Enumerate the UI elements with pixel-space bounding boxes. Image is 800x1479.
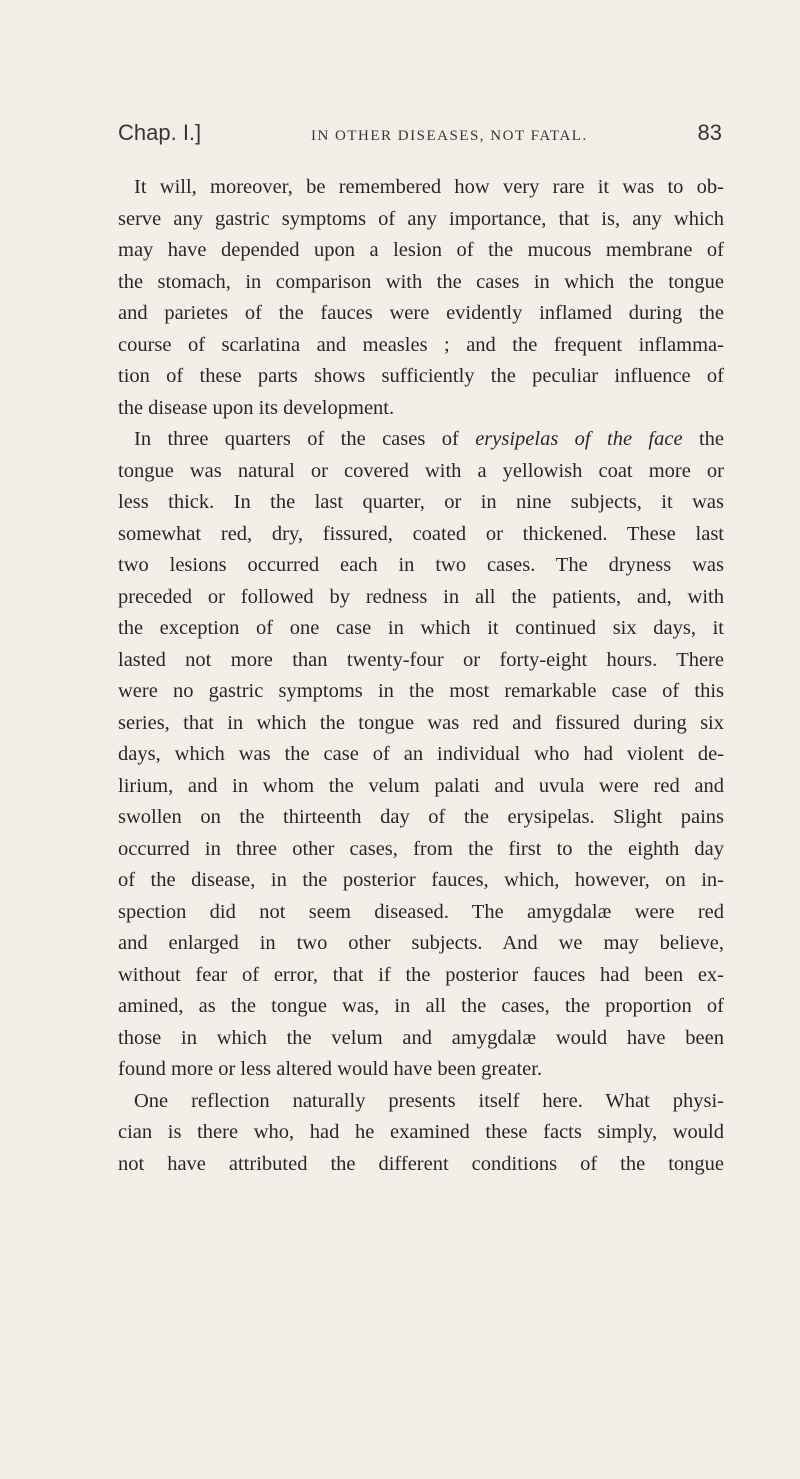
text-line: tion of these parts shows sufficiently the peculiar influence of — [118, 365, 724, 387]
text-line: series, that in which the tongue was red and fissured during six — [118, 711, 724, 734]
text-line: preceded or followed by redness in all the patients, and, with — [118, 585, 724, 608]
text-line: course of scarlatina and measles ; and the frequent inflamma- — [118, 333, 724, 356]
text-line: One reflection naturally presents itself here. What physi- — [134, 1089, 724, 1112]
text-line: amined, as the tongue was, in all the cases, the proportion of — [118, 995, 724, 1017]
chapter-label: Chap. I.] — [118, 120, 202, 145]
text-line: cian is there who, had he examined these facts simply, would — [118, 1121, 724, 1143]
text-line: two lesions occurred each in two cases. The dryness was — [118, 554, 724, 576]
text-line: not have attributed the different conditions of the tongue — [118, 1152, 724, 1175]
text-run: the — [698, 428, 725, 450]
text-line: were no gastric symptoms in the most remarkable case of this — [118, 680, 724, 702]
text-run: In three quarters of the cases of — [134, 428, 459, 450]
text-line: swollen on the thirteenth day of the erysipelas. Slight pains — [118, 806, 724, 828]
text-line: the disease upon its development. — [118, 396, 395, 419]
italic-term: erysipelas of the face — [475, 428, 683, 450]
text-line: spection did not seem diseased. The amygdalæ were red — [118, 900, 724, 923]
page-number: 83 — [697, 120, 722, 145]
text-line: those in which the velum and amygdalæ would have been — [118, 1026, 724, 1049]
text-line: It will, moreover, be remembered how very rare it was to ob- — [134, 176, 724, 198]
running-header — [118, 120, 722, 150]
body-text — [118, 172, 724, 1180]
text-line-with-italic — [118, 424, 724, 456]
text-line: and enlarged in two other subjects. And we may believe, — [118, 932, 724, 954]
text-line: may have depended upon a lesion of the mucous membrane of — [118, 239, 724, 261]
text-line: lirium, and in whom the velum palati and uvula were red and — [118, 774, 724, 797]
text-line: occurred in three other cases, from the first to the eighth day — [118, 837, 724, 860]
text-line: without fear of error, that if the posterior fauces had been ex- — [118, 963, 724, 986]
text-line: the stomach, in comparison with the cases in which the tongue — [118, 270, 724, 293]
text-line: days, which was the case of an individual who had violent de- — [118, 743, 724, 765]
text-line: tongue was natural or covered with a yellowish coat more or — [118, 459, 724, 482]
text-line: of the disease, in the posterior fauces, which, however, on in- — [118, 869, 724, 891]
text-line: lasted not more than twenty-four or forty-eight hours. There — [118, 648, 724, 671]
text-line: serve any gastric symptoms of any importance, that is, any which — [118, 207, 724, 230]
text-line: somewhat red, dry, fissured, coated or thickened. These last — [118, 522, 724, 545]
text-line: the exception of one case in which it continued six days, it — [118, 617, 724, 639]
running-title: IN OTHER DISEASES, NOT FATAL. — [310, 128, 588, 144]
text-line: less thick. In the last quarter, or in nine subjects, it was — [118, 491, 724, 513]
text-line: and parietes of the fauces were evidently inflamed during the — [118, 302, 724, 324]
text-line: found more or less altered would have been greater. — [118, 1058, 543, 1080]
